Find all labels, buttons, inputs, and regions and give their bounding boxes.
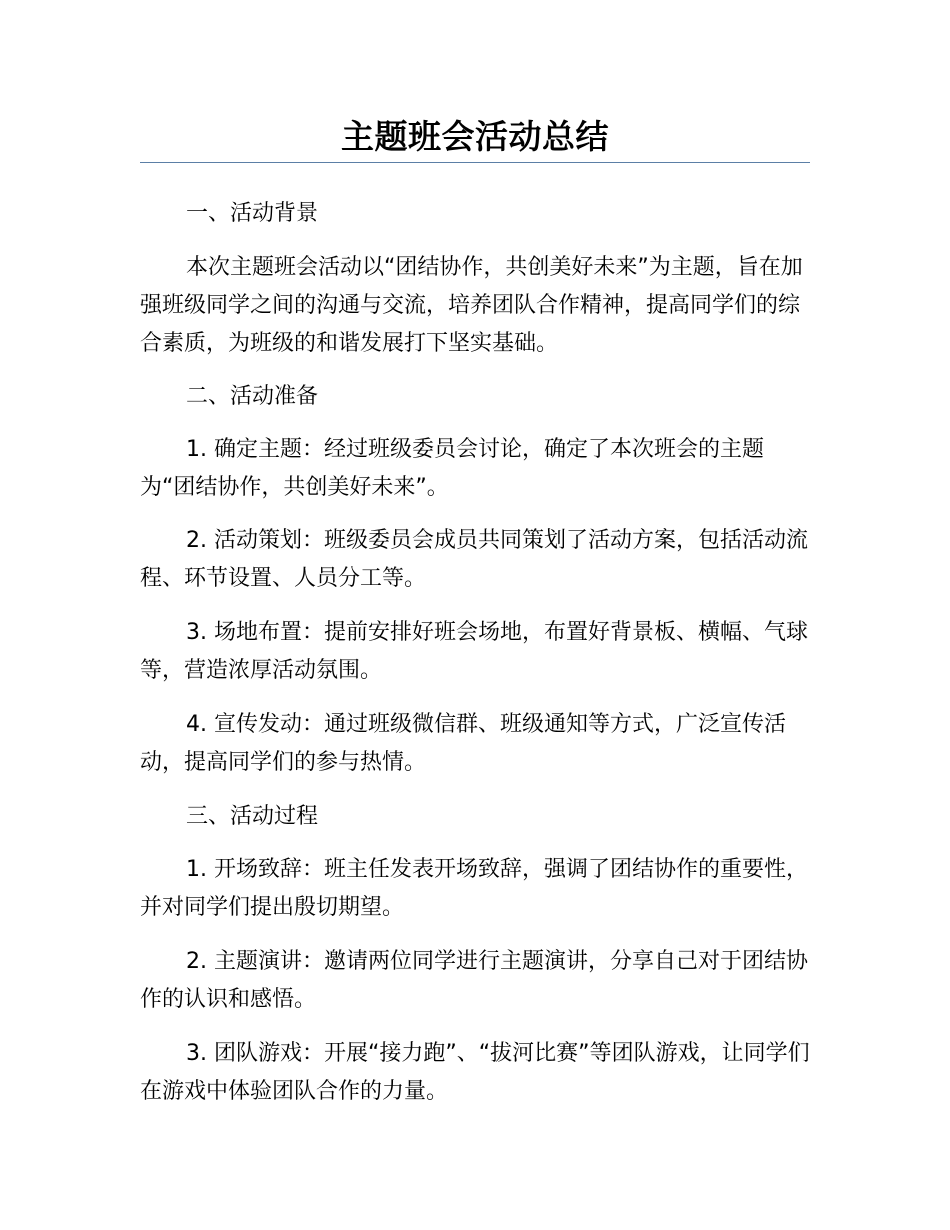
section-heading-process: 三、活动过程: [186, 804, 319, 829]
document-title: 主题班会活动总结: [341, 117, 609, 156]
paragraph-process-item-1: 1. 开场致辞：班主任发表开场致辞，强调了团结协作的重要性，并对同学们提出殷切期望。: [140, 857, 808, 920]
paragraph-prep-item-4: 4. 宣传发动：通过班级微信群、班级通知等方式，广泛宣传活动，提高同学们的参与热情。: [140, 712, 786, 775]
paragraph-prep-item-3: 3. 场地布置：提前安排好班会场地，布置好背景板、横幅、气球等，营造浓厚活动氛围。: [140, 620, 808, 683]
paragraph-prep-item-2: 2. 活动策划：班级委员会成员共同策划了活动方案，包括活动流程、环节设置、人员分工等。: [140, 528, 808, 591]
section-heading-preparation: 二、活动准备: [186, 384, 319, 409]
section-heading-background: 一、活动背景: [186, 201, 319, 226]
paragraph-prep-item-1: 1. 确定主题：经过班级委员会讨论，确定了本次班会的主题为“团结协作，共创美好未来”。: [140, 437, 764, 500]
title-divider: [140, 162, 810, 163]
paragraph-background: 本次主题班会活动以“团结协作，共创美好未来”为主题，旨在加强班级同学之间的沟通与交流，培养团队合作精神，提高同学们的综合素质，为班级的和谐发展打下坚实基础。: [140, 255, 803, 356]
paragraph-process-item-3: 3. 团队游戏：开展“接力跑”、“拔河比赛”等团队游戏，让同学们在游戏中体验团队合作的力量。: [140, 1041, 810, 1104]
paragraph-process-item-2: 2. 主题演讲：邀请两位同学进行主题演讲，分享自己对于团结协作的认识和感悟。: [140, 949, 808, 1012]
